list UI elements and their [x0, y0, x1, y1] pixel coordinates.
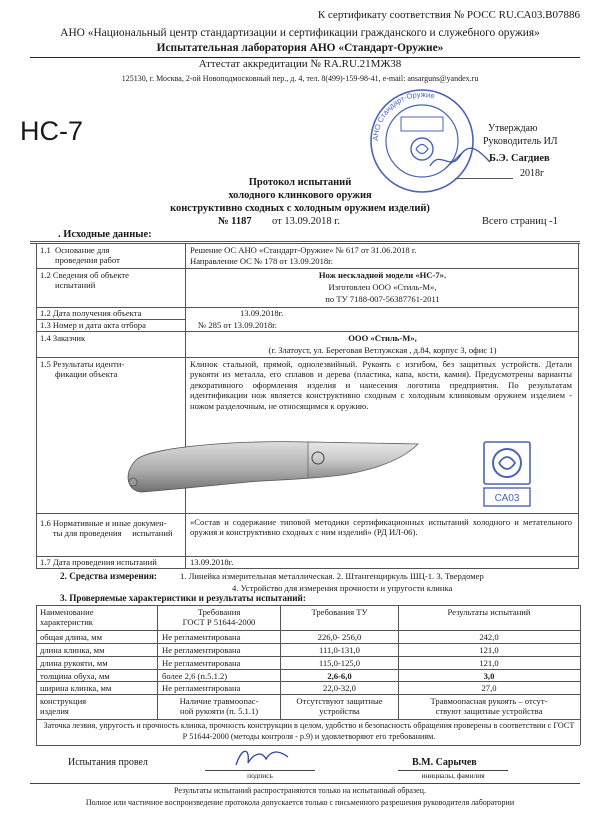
address-line: 125130, г. Москва, 2-ой Новоподмосковный пер., д. 4, тел. 8(499)-159-98-41, e-mail: ansarguns@yandex.ru — [121, 74, 479, 83]
bottom-note-2: Полное или частичное воспроизведение протокола допускается только с письменного разрешения руководителя лаборатории — [85, 798, 515, 807]
table-row-6-gost: Наличие травмоопас- ной рукояти (п. 5.1.1) — [179, 696, 259, 717]
protocol-subtitle-2: конструктивно сходных с холодным оружием изделий) — [170, 203, 430, 214]
table-row-3-result: 121,0 — [479, 658, 499, 668]
table-header-tu: Требования ТУ — [311, 607, 368, 617]
row-1-2-label: 1.2 Сведения об объекте испытаний — [40, 270, 129, 291]
section-3-title: 3. Проверяемые характеристики и результаты испытаний: — [60, 593, 306, 603]
row-1-3-value: № 285 от 13.09.2018г. — [198, 320, 277, 330]
approval-year: 2018г — [520, 168, 545, 179]
protocol-subtitle: холодного клинкового оружия — [228, 190, 372, 201]
approval-title: Утверждаю — [488, 123, 538, 134]
page-count: Всего страниц -1 — [482, 216, 558, 227]
laboratory-name: Испытательная лаборатория АНО «Стандарт-Оружие» — [156, 42, 444, 54]
tester-signature-icon — [228, 743, 298, 773]
table-row-5-result: 27,0 — [481, 683, 497, 693]
row-1-4-value-2: (г. Златоуст, ул. Береговая Ветлужская , д.84, корпус 3, офис 1) — [268, 345, 497, 355]
row-1-1-value-1: Решение ОС АНО «Стандарт-Оружие» № 617 от 31.06.2018 г. — [190, 245, 417, 255]
certification-mark-icon — [482, 440, 532, 510]
stamp-ring-text: АНО Стандарт-Оружие — [370, 89, 436, 142]
table-row-6-result: Травмоопасная рукоять – отсут- ствуют защитные устройства — [430, 696, 548, 717]
certification-mark-code: СА03 — [494, 493, 520, 504]
row-1-2-value-1: Нож нескладной модели «НС-7». — [318, 270, 447, 280]
knife-photo — [108, 420, 428, 504]
table-row-4-name: толщина обуха, мм — [40, 671, 110, 681]
row-date-received-label: 1.2 Дата получения объекта — [40, 308, 142, 318]
approver-name: Б.Э. Сагдиев — [489, 153, 550, 164]
table-row-5-name: ширина клинка, мм — [40, 683, 112, 693]
section-2-text-1: 1. Линейка измерительная металлическая. 2. Штангенциркуль ШЦ-1. 3. Твердомер — [180, 571, 484, 581]
table-row-1-result: 242,0 — [479, 632, 499, 642]
table-row-3-tu: 115,0-125,0 — [318, 658, 361, 668]
tester-label: Испытания провел — [68, 757, 148, 768]
protocol-number: № 1187 — [218, 216, 252, 227]
section-2-text-2: 4. Устройство для измерения прочности и упругости клинка — [232, 583, 453, 593]
row-1-4-label: 1.4 Заказчик — [40, 333, 86, 343]
svg-text:АНО Стандарт-Оружие — [371, 90, 436, 141]
table-row-1-gost: Не регламентирована — [162, 632, 241, 642]
row-1-5-label: 1.5 Результаты иденти- фикации объекта — [40, 359, 125, 380]
organization-name: АНО «Национальный центр стандартизации и сертификации гражданского и служебного оружия» — [60, 27, 540, 39]
table-header-gost: Требования ГОСТ Р 51644-2000 — [182, 607, 256, 628]
table-header-results: Результаты испытаний — [447, 607, 531, 617]
approver-signature-icon — [425, 144, 495, 174]
table-header-characteristic: Наименование характеристик — [40, 607, 94, 628]
section-1-title: . Исходные данные: — [58, 229, 152, 240]
table-row-4-gost: более 2,6 (п.5.1.2) — [162, 671, 228, 681]
bottom-note-1: Результаты испытаний распространяются только на испытанный образец. — [174, 786, 426, 795]
protocol-date: от 13.09.2018 г. — [272, 216, 340, 227]
row-1-5-value: Клинок стальной, прямой, однолезвийный. Рукоять с изгибом, без защитных устройств. Детали рукояти из металла, его сплавов и дерева (пластика, капа, кости, камня). Предусмотрены варианты декоративного оформления изделия и нанесения логотипа предприятия. По результатам идентификации нож является конструктивно сходным с холодным клинковым оружием изделием - ножом разделочным, не относящимся к оружию. — [190, 359, 572, 411]
row-1-6-value: «Состав и содержание типовой методики сертификационных испытаний холодного и метательного оружия и конструктивно сходных с ним изделий» (РД ИЛ-06). — [190, 517, 572, 538]
table-row-1-name: общая длина, мм — [40, 632, 103, 642]
row-1-7-value: 13.09.2018г. — [190, 557, 234, 567]
certificate-reference: К сертификату соответствия № РОСС RU.СА03.В07886 — [317, 9, 580, 21]
table-row-5-gost: Не регламентирована — [162, 683, 241, 693]
table-row-3-name: длина рукояти, мм — [40, 658, 108, 668]
signature-label: подпись — [247, 771, 273, 780]
table-row-1-tu: 226,0- 256,0 — [317, 632, 362, 642]
row-1-2-value-3: по ТУ 7188-007-56387761-2011 — [325, 294, 440, 304]
table-row-3-gost: Не регламентирована — [162, 658, 241, 668]
table-row-6-tu: Отсутствуют защитные устройства — [296, 696, 383, 717]
tester-name: В.М. Сарычев — [412, 757, 477, 768]
row-1-1-value-2: Направление ОС № 178 от 13.09.2018г. — [190, 256, 333, 266]
model-code: НС-7 — [20, 116, 84, 146]
section-2-title: 2. Средства измерения: — [60, 571, 157, 581]
table-row-2-name: длина клинка, мм — [40, 645, 105, 655]
row-1-6-label: 1.6 Нормативные и иные докумен- ты для проведения испытаний — [40, 518, 173, 539]
approval-position: Руководитель ИЛ — [483, 136, 558, 147]
table-row-6-name: конструкция изделия — [40, 696, 87, 717]
protocol-title: Протокол испытаний — [248, 177, 352, 188]
table-row-4-result: 3,0 — [483, 671, 495, 681]
table-row-5-tu: 22,0-32,0 — [323, 683, 356, 693]
row-1-4-value-1: ООО «Стиль-М», — [348, 333, 417, 343]
table-row-2-result: 121,0 — [479, 645, 499, 655]
row-1-3-label: 1.3 Номер и дата акта отбора — [40, 320, 146, 330]
accreditation-line: Аттестат аккредитации № RA.RU.21МЖ38 — [198, 58, 402, 70]
table-footnote: Заточка лезвия, упругость и прочность клинка, прочность конструкции в целом, удобство и безопасность обращения проверены в соответствии с ГОСТ Р 51644-2000 (методы контроля - р.9) и удовлетворяют его требованиям. — [43, 721, 575, 741]
table-row-4-tu: 2,6-6,0 — [327, 671, 352, 681]
name-label: инициалы, фамилия — [421, 771, 485, 780]
table-row-2-tu: 111,0-131,0 — [319, 645, 360, 655]
table-row-2-gost: Не регламентирована — [162, 645, 241, 655]
row-date-received-value: 13.09.2018г. — [240, 308, 284, 318]
row-1-7-label: 1.7 Дата проведения испытаний — [40, 557, 157, 567]
row-1-1-label: 1.1 Основание для проведения работ — [40, 245, 120, 266]
row-1-2-value-2: Изготовлен ООО «Стиль-М», — [328, 282, 437, 292]
